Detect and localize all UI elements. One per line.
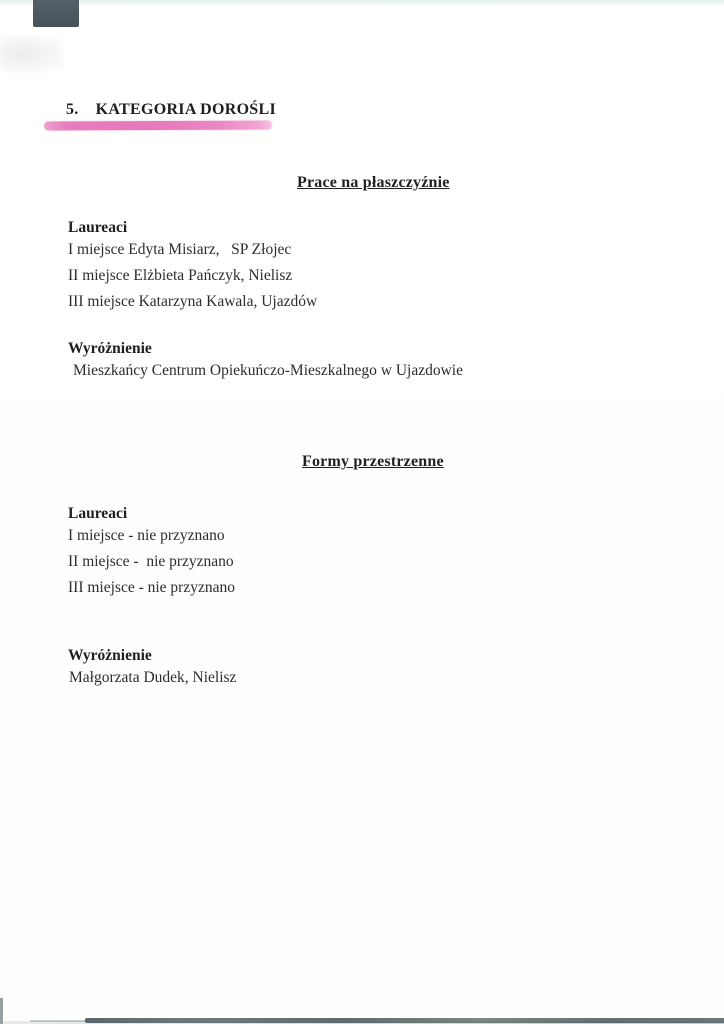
section-title-formy-przestrzenne: Formy przestrzenne xyxy=(302,453,444,470)
heading-title: KATEGORIA DOROŚLI xyxy=(95,101,277,118)
scan-artifact-top-left-mark xyxy=(33,0,79,27)
honorable-mention-block-1 xyxy=(68,340,463,384)
laureates-label: Laureaci xyxy=(68,219,128,236)
laureate-line: III miejsce Katarzyna Kawala, Ujazdów xyxy=(68,293,318,310)
laureate-line: I miejsce - nie przyznano xyxy=(68,527,225,544)
honorable-mention-label: Wyróżnienie xyxy=(68,647,152,664)
laureates-block-2 xyxy=(68,505,235,601)
laureate-line: I miejsce Edyta Misiarz, SP Złojec xyxy=(68,241,292,258)
scan-left-edge xyxy=(0,998,3,1024)
heading-number: 5. xyxy=(66,101,79,118)
scan-bottom-edge-dark xyxy=(85,1018,724,1023)
laureate-line: II miejsce - nie przyznano xyxy=(68,553,234,570)
laureate-line: III miejsce - nie przyznano xyxy=(68,579,235,596)
laureate-line: II miejsce Elżbieta Pańczyk, Nielisz xyxy=(68,267,293,284)
page-heading xyxy=(66,101,276,119)
scan-top-edge-tint xyxy=(0,0,724,6)
section-title-prace-na-plaszczyznie: Prace na płaszczyźnie xyxy=(297,174,450,191)
laureates-label: Laureaci xyxy=(68,505,128,522)
honorable-mention-line: Małgorzata Dudek, Nielisz xyxy=(69,669,237,686)
honorable-mention-block-2 xyxy=(68,647,236,691)
honorable-mention-label: Wyróżnienie xyxy=(68,340,152,357)
scan-bottom-edge-mid xyxy=(30,1020,88,1022)
pink-marker-underline xyxy=(44,121,272,131)
laureates-block-1 xyxy=(68,219,317,315)
honorable-mention-line: Mieszkańcy Centrum Opiekuńczo-Mieszkalnego w Ujazdowie xyxy=(73,362,463,379)
scan-smudge xyxy=(0,36,64,72)
